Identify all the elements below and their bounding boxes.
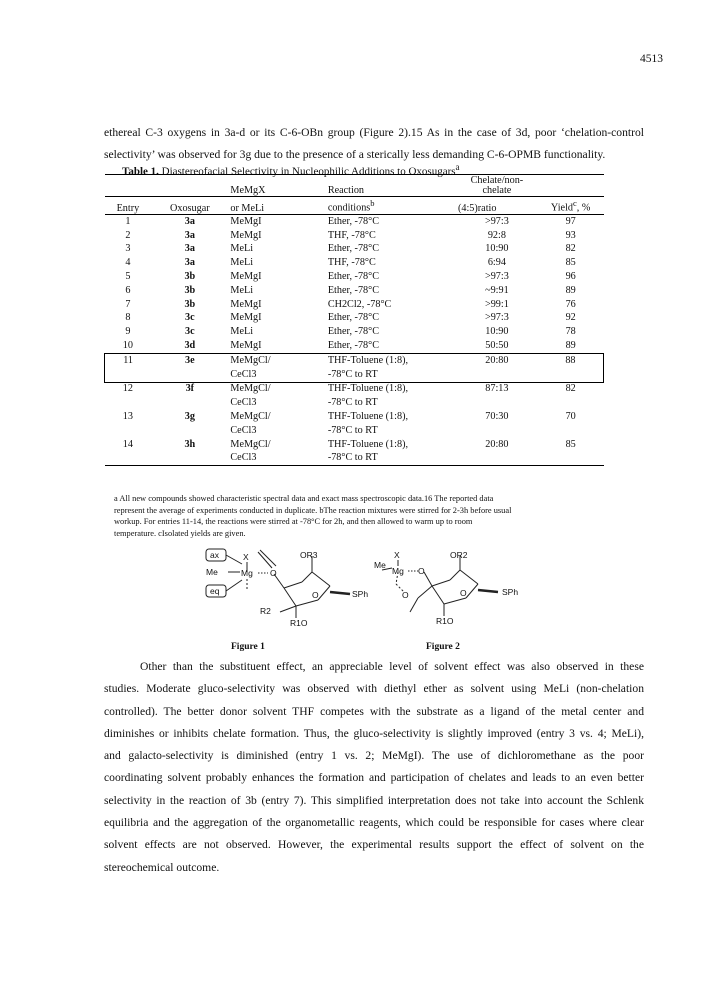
cell-ratio: ~9:91 bbox=[485, 284, 509, 296]
body-line: controlled). The better donor solvent THF competes with the substrate as a ligand of the metal center and bbox=[104, 704, 644, 718]
table-row bbox=[105, 382, 604, 396]
cell-reagent: MeLi bbox=[230, 257, 254, 269]
cell-reagent: MeMgCl/ bbox=[230, 383, 271, 395]
cell-conditions: Ether, -78°C bbox=[327, 326, 380, 338]
cell-conditions-2: -78°C to RT bbox=[326, 368, 456, 382]
body-line: Other than the substituent effect, an appreciable level of solvent effect was also observed in these bbox=[140, 660, 644, 673]
header-reaction-sup: b bbox=[370, 198, 375, 209]
table-row bbox=[105, 410, 604, 424]
cell-oxosugar: 3e bbox=[151, 353, 228, 367]
cell-yield: 70 bbox=[565, 410, 576, 422]
table-row-continued bbox=[105, 368, 604, 382]
cell-oxosugar: 3h bbox=[184, 438, 196, 450]
body-line: selectivity in the reaction of 3b (entry 7). This simplified interpretation does not take into account the Schlenk bbox=[104, 793, 644, 807]
cell-ratio: 20:80 bbox=[456, 353, 538, 367]
cell-empty bbox=[456, 368, 538, 382]
header-reagent-2: or MeLi bbox=[228, 197, 325, 215]
cell-conditions: Ether, -78°C bbox=[327, 312, 380, 324]
cell-conditions: THF, -78°C bbox=[327, 257, 376, 269]
footnote-line: temperature. cIsolated yields are given. bbox=[114, 528, 246, 538]
cell-yield: 92 bbox=[565, 312, 576, 324]
cell-ratio: 20:80 bbox=[485, 438, 509, 450]
cell-empty bbox=[105, 368, 152, 382]
cell-reagent-2: CeCl3 bbox=[230, 452, 257, 464]
figure-2-caption: Figure 2 bbox=[426, 642, 460, 652]
header-yield-unit: , % bbox=[576, 202, 591, 214]
cell-yield: 85 bbox=[565, 438, 576, 450]
cell-oxosugar: 3b bbox=[184, 270, 196, 282]
cell-entry: 12 bbox=[122, 383, 133, 395]
cell-oxosugar: 3b bbox=[184, 284, 196, 296]
cell-reagent: MeMgCl/ bbox=[228, 353, 325, 367]
figure-1-structure bbox=[200, 546, 390, 641]
table-row-continued bbox=[105, 424, 604, 438]
body-line: solvent effects are not observed. However, the experimental results support the effect of solvent on the bbox=[104, 838, 644, 852]
cell-reagent: MeMgI bbox=[230, 298, 262, 310]
cell-reagent: MeLi bbox=[230, 326, 254, 338]
cell-empty bbox=[151, 452, 228, 466]
cell-conditions: THF-Toluene (1:8), bbox=[327, 438, 409, 450]
cell-ratio: 10:90 bbox=[485, 243, 509, 255]
x-label: X bbox=[394, 550, 400, 560]
table-row bbox=[105, 312, 604, 326]
cell-conditions-2: -78°C to RT bbox=[327, 397, 378, 409]
cell-ratio: >97:3 bbox=[484, 270, 509, 282]
cell-reagent: MeMgCl/ bbox=[230, 410, 271, 422]
o-label: O bbox=[312, 590, 319, 600]
cell-empty bbox=[105, 424, 152, 438]
header-yield-text: Yield bbox=[550, 202, 573, 214]
header-reagent: MeMgX bbox=[230, 185, 266, 197]
body-line: coordinating solvent probably enhances the formation and participation of chelates and leads to an even better bbox=[104, 771, 644, 785]
cell-yield: 82 bbox=[565, 383, 576, 395]
cell-entry: 1 bbox=[125, 215, 131, 227]
cell-yield: 76 bbox=[565, 298, 576, 310]
me-label: Me bbox=[206, 567, 218, 577]
body-paragraph bbox=[104, 656, 644, 879]
table-row bbox=[105, 243, 604, 257]
cell-conditions: Ether, -78°C bbox=[327, 270, 380, 282]
cell-entry: 14 bbox=[122, 438, 133, 450]
cell-yield: 78 bbox=[565, 326, 576, 338]
cell-yield: 82 bbox=[565, 243, 576, 255]
footnote-line: a All new compounds showed characteristic spectral data and exact mass spectroscopic data.16 The reported data bbox=[114, 494, 494, 503]
cell-oxosugar: 3g bbox=[184, 410, 195, 422]
cell-entry: 8 bbox=[125, 312, 131, 324]
cell-empty bbox=[105, 452, 152, 466]
o-label: O bbox=[460, 588, 467, 598]
table-row bbox=[105, 284, 604, 298]
cell-oxosugar: 3b bbox=[184, 298, 196, 310]
o-label: O bbox=[270, 568, 277, 578]
cell-empty bbox=[151, 396, 228, 410]
selectivity-table bbox=[104, 174, 604, 466]
cell-empty bbox=[151, 424, 228, 438]
page-number: 4513 bbox=[640, 53, 663, 65]
cell-reagent-2: CeCl3 bbox=[228, 368, 325, 382]
cell-empty bbox=[538, 452, 604, 466]
cell-empty bbox=[456, 396, 538, 410]
body-line: equilibria and the aggregation of the organometallic reagents, which could be responsible for cases where clear bbox=[104, 816, 644, 830]
or3-label: OR3 bbox=[300, 550, 318, 560]
table-row bbox=[105, 229, 604, 243]
cell-conditions: Ether, -78°C bbox=[327, 339, 380, 351]
cell-reagent: MeMgI bbox=[230, 339, 262, 351]
table-row bbox=[105, 270, 604, 284]
table-body bbox=[105, 215, 604, 466]
table-row bbox=[105, 215, 604, 229]
table-row bbox=[105, 353, 604, 367]
footnote-line: workup. For entries 11-14, the reactions were stirred at -78°C for 2h, and then allowed to warm up to room bbox=[114, 517, 473, 526]
cell-conditions: Ether, -78°C bbox=[327, 243, 380, 255]
header-reaction-2 bbox=[326, 197, 456, 215]
header-reaction-2-text: conditions bbox=[327, 202, 371, 214]
cell-empty bbox=[538, 368, 604, 382]
header-yield bbox=[538, 197, 604, 215]
cell-conditions: CH2Cl2, -78°C bbox=[327, 298, 392, 310]
cell-empty bbox=[538, 396, 604, 410]
cell-entry: 11 bbox=[105, 353, 152, 367]
cell-oxosugar: 3c bbox=[185, 312, 195, 324]
cell-empty bbox=[105, 396, 152, 410]
cell-conditions: THF-Toluene (1:8), bbox=[326, 353, 456, 367]
table-title-sup: a bbox=[455, 162, 460, 172]
cell-yield: 89 bbox=[565, 339, 576, 351]
cell-empty bbox=[151, 368, 228, 382]
cell-entry: 5 bbox=[125, 270, 131, 282]
cell-yield: 88 bbox=[538, 353, 604, 367]
cell-ratio: >97:3 bbox=[484, 215, 509, 227]
cell-oxosugar: 3d bbox=[184, 339, 196, 351]
table-footnotes bbox=[114, 493, 584, 539]
table-label: Table 1. bbox=[122, 165, 159, 178]
body-line: and galacto-selectivity is diminished (entry 1 vs. 2; MeMgI). The use of dichloromethane as the poor bbox=[104, 749, 644, 763]
cell-entry: 6 bbox=[125, 284, 131, 296]
cell-conditions-2: -78°C to RT bbox=[327, 424, 378, 436]
cell-reagent: MeLi bbox=[230, 243, 254, 255]
cell-reagent: MeMgI bbox=[230, 270, 262, 282]
cell-reagent: MeMgI bbox=[230, 229, 262, 241]
cell-yield: 89 bbox=[565, 284, 576, 296]
figure-1-caption: Figure 1 bbox=[231, 642, 265, 652]
header-ratio-2: (4:5)ratio bbox=[456, 197, 538, 215]
table-row bbox=[105, 438, 604, 452]
cell-entry: 13 bbox=[122, 410, 133, 422]
cell-conditions: THF-Toluene (1:8), bbox=[327, 383, 409, 395]
cell-conditions: THF-Toluene (1:8), bbox=[327, 410, 409, 422]
cell-reagent: MeMgCl/ bbox=[230, 438, 271, 450]
body-line: stereochemical outcome. bbox=[104, 860, 220, 874]
table-row-continued bbox=[105, 396, 604, 410]
cell-reagent: MeMgI bbox=[230, 215, 262, 227]
header-entry: Entry bbox=[105, 197, 152, 215]
or2-label: OR2 bbox=[450, 550, 468, 560]
sph-label: SPh bbox=[502, 587, 519, 597]
cell-yield: 85 bbox=[565, 257, 576, 269]
cell-ratio: 87:13 bbox=[485, 383, 509, 395]
r2-label: R2 bbox=[260, 606, 271, 616]
cell-empty bbox=[456, 424, 538, 438]
header-yield-sup: c bbox=[573, 198, 577, 209]
cell-reagent-2: CeCl3 bbox=[230, 397, 257, 409]
body-line: studies. Moderate gluco-selectivity was observed with diethyl ether as solvent using MeLi (non-chelation bbox=[104, 682, 644, 696]
cell-oxosugar: 3c bbox=[185, 326, 195, 338]
o-label: O bbox=[418, 566, 425, 576]
cell-ratio: 50:50 bbox=[485, 339, 509, 351]
eq-label: eq bbox=[210, 586, 220, 596]
cell-conditions: THF, -78°C bbox=[327, 229, 376, 241]
cell-entry: 10 bbox=[122, 339, 133, 351]
cell-reagent: MeLi bbox=[230, 284, 254, 296]
cell-reagent: MeMgI bbox=[230, 312, 262, 324]
me-label: Me bbox=[374, 560, 386, 570]
cell-reagent-2: CeCl3 bbox=[230, 424, 257, 436]
cell-conditions: Ether, -78°C bbox=[327, 284, 380, 296]
cell-conditions-2: -78°C to RT bbox=[327, 452, 378, 464]
cell-conditions: Ether, -78°C bbox=[327, 215, 380, 227]
cell-oxosugar: 3a bbox=[184, 215, 195, 227]
cell-ratio: >97:3 bbox=[484, 312, 509, 324]
cell-entry: 3 bbox=[125, 243, 131, 255]
cell-ratio: 70:30 bbox=[485, 410, 509, 422]
cell-empty bbox=[538, 424, 604, 438]
cell-entry: 4 bbox=[125, 257, 131, 269]
header-reaction: Reaction bbox=[327, 185, 365, 197]
header-oxosugar: Oxosugar bbox=[151, 197, 228, 215]
table-row-continued bbox=[105, 452, 604, 466]
sph-label: SPh bbox=[352, 589, 369, 599]
r1o-label: R1O bbox=[290, 618, 308, 628]
intro-line: ethereal C-3 oxygens in 3a-d or its C-6-OBn group (Figure 2).15 As in the case of 3d, poor ‘chelation-control bbox=[104, 126, 644, 139]
cell-entry: 9 bbox=[125, 326, 131, 338]
table-row bbox=[105, 256, 604, 270]
table-caption: Diastereofacial Selectivity in Nucleophilic Additions to Oxosugars bbox=[161, 165, 456, 178]
header-ratio: Chelate/non-chelate bbox=[470, 175, 524, 197]
table-row bbox=[105, 298, 604, 312]
cell-oxosugar: 3a bbox=[184, 229, 195, 241]
table-row bbox=[105, 325, 604, 339]
cell-entry: 7 bbox=[125, 298, 131, 310]
r1o-label: R1O bbox=[436, 616, 454, 626]
ax-label: ax bbox=[210, 550, 219, 560]
cell-yield: 96 bbox=[565, 270, 576, 282]
cell-ratio: >99:1 bbox=[484, 298, 509, 310]
cell-oxosugar: 3f bbox=[185, 383, 195, 395]
cell-empty bbox=[456, 452, 538, 466]
cell-ratio: 10:90 bbox=[485, 326, 509, 338]
cell-ratio: 6:94 bbox=[487, 257, 506, 269]
cell-ratio: 92:8 bbox=[487, 229, 506, 241]
figure-2-structure bbox=[374, 546, 554, 641]
mg-label: Mg bbox=[241, 568, 253, 578]
cell-oxosugar: 3a bbox=[184, 257, 195, 269]
cell-yield: 93 bbox=[565, 229, 576, 241]
intro-paragraph bbox=[104, 122, 644, 167]
x-label: X bbox=[243, 552, 249, 562]
o-label: O bbox=[402, 590, 409, 600]
cell-entry: 2 bbox=[125, 229, 131, 241]
body-line: diminishes or inhibits chelate formation. Thus, the gluco-selectivity is slightly improved (entry 3 vs. 4; MeLi), bbox=[104, 726, 644, 740]
cell-yield: 97 bbox=[565, 215, 576, 227]
mg-label: Mg bbox=[392, 566, 404, 576]
intro-line: selectivity’ was observed for 3g due to the presence of a sterically less demanding C-6-OPMB functionality. bbox=[104, 148, 606, 162]
table-row bbox=[105, 339, 604, 353]
cell-oxosugar: 3a bbox=[184, 243, 195, 255]
footnote-line: represent the average of experiments conducted in duplicate. bThe reaction mixtures were stirred for 2-3h before usual bbox=[114, 505, 512, 515]
